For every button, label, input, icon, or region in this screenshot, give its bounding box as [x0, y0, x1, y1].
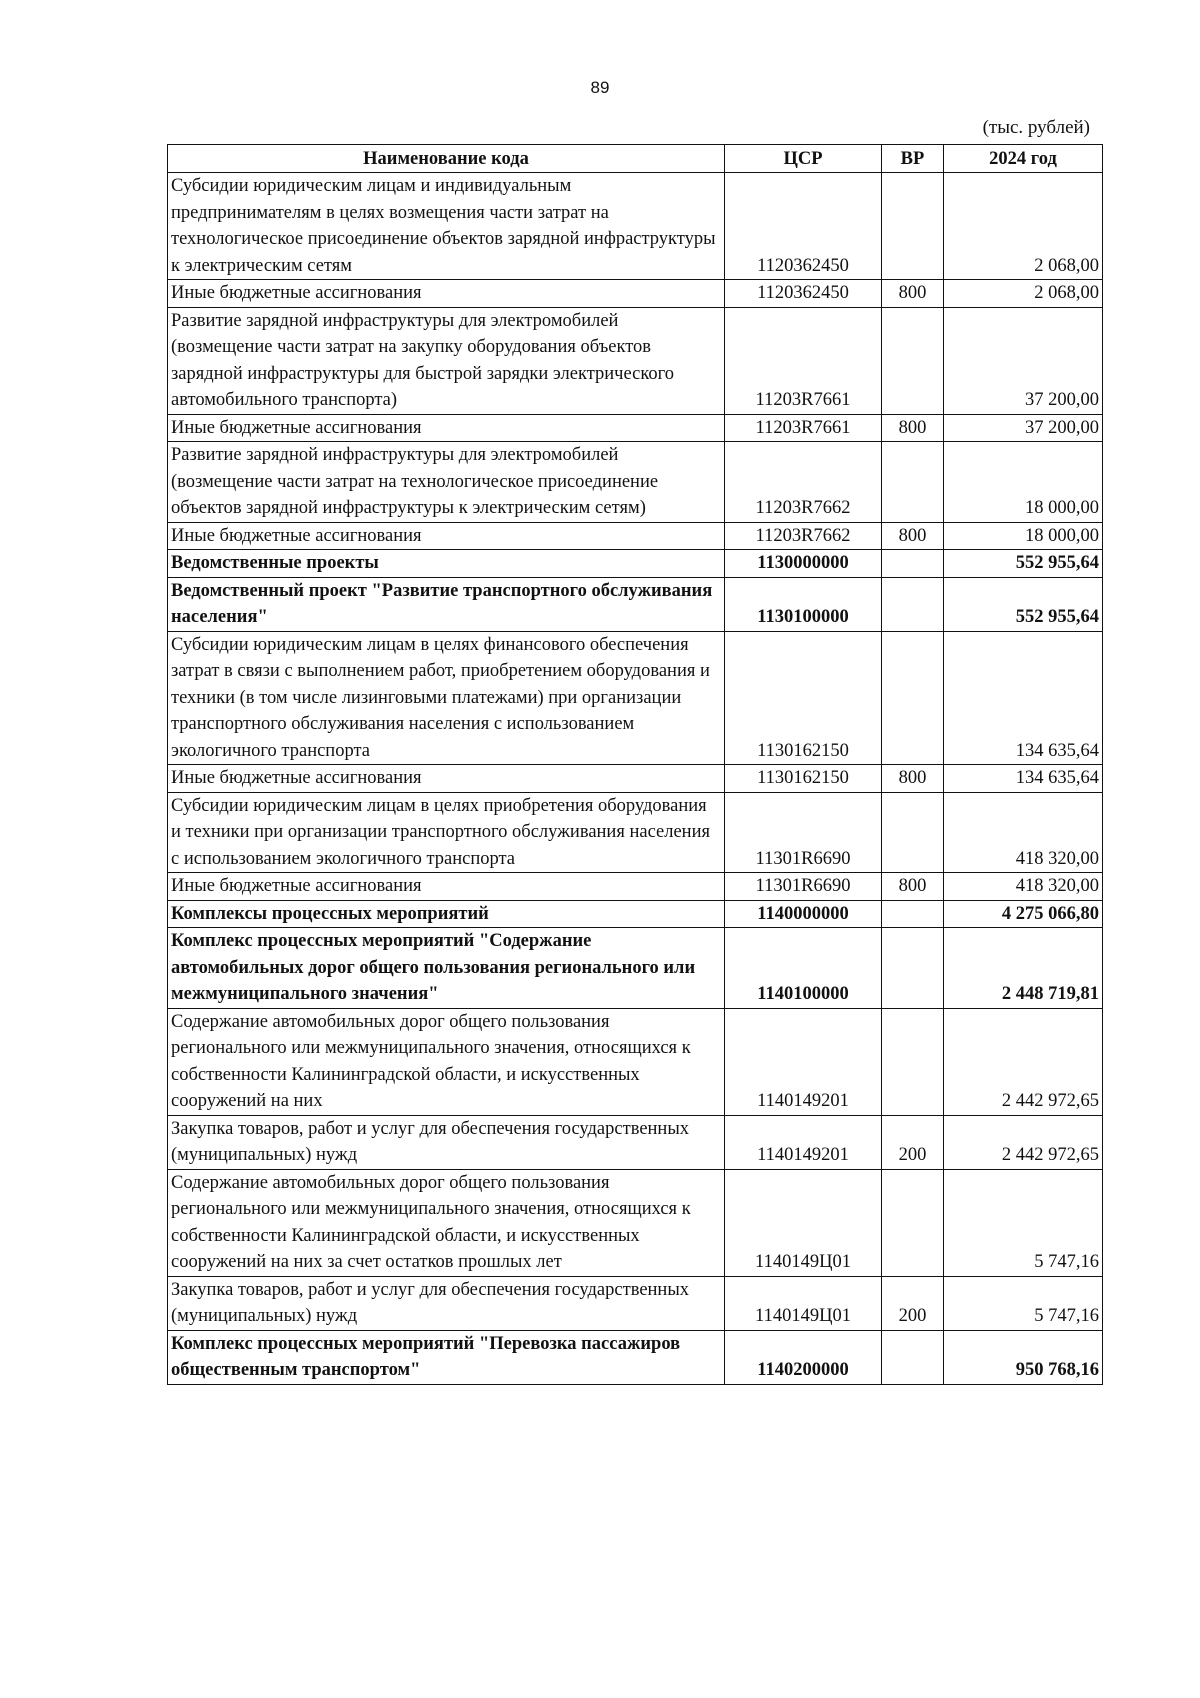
row-name: Развитие зарядной инфраструктуры для электромобилей (возмещение части затрат на технологическое присоединение объектов зарядной инфраструктуры к электрическим сетям) — [168, 442, 725, 523]
header-name: Наименование кода — [168, 145, 725, 173]
row-sum: 418 320,00 — [944, 792, 1103, 873]
row-sum: 2 068,00 — [944, 173, 1103, 280]
row-csr: 11203R7661 — [725, 414, 882, 442]
header-csr: ЦСР — [725, 145, 882, 173]
row-vr — [882, 173, 944, 280]
row-vr — [882, 928, 944, 1009]
row-vr: 800 — [882, 414, 944, 442]
row-csr: 1140149Ц01 — [725, 1169, 882, 1276]
row-sum: 5 747,16 — [944, 1276, 1103, 1330]
row-sum: 5 747,16 — [944, 1169, 1103, 1276]
row-sum: 18 000,00 — [944, 442, 1103, 523]
budget-table — [167, 144, 1103, 1385]
table-row-bold — [168, 550, 1103, 578]
row-csr: 1130000000 — [725, 550, 882, 578]
table-row — [168, 765, 1103, 793]
unit-label: (тыс. рублей) — [982, 117, 1090, 138]
table-row — [168, 1008, 1103, 1115]
header-year: 2024 год — [944, 145, 1103, 173]
row-vr — [882, 1008, 944, 1115]
row-vr: 800 — [882, 765, 944, 793]
row-sum: 4 275 066,80 — [944, 900, 1103, 928]
table-row-bold — [168, 900, 1103, 928]
row-sum: 18 000,00 — [944, 522, 1103, 550]
table-row-bold — [168, 928, 1103, 1009]
table-row — [168, 1169, 1103, 1276]
row-name: Субсидии юридическим лицам в целях финансового обеспечения затрат в связи с выполнением работ, приобретением оборудования и техники (в том числе лизинговыми платежами) при организации транспортного обслуживания населения с использованием экологичного транспорта — [168, 631, 725, 765]
row-vr: 200 — [882, 1276, 944, 1330]
table-row — [168, 280, 1103, 308]
table-row — [168, 1276, 1103, 1330]
row-sum: 37 200,00 — [944, 414, 1103, 442]
row-name: Комплексы процессных мероприятий — [168, 900, 725, 928]
row-csr: 1120362450 — [725, 280, 882, 308]
row-sum: 552 955,64 — [944, 577, 1103, 631]
row-sum: 134 635,64 — [944, 765, 1103, 793]
table-row — [168, 873, 1103, 901]
row-csr: 1130162150 — [725, 765, 882, 793]
table-row — [168, 307, 1103, 414]
row-name: Ведомственные проекты — [168, 550, 725, 578]
row-sum: 2 442 972,65 — [944, 1008, 1103, 1115]
row-csr: 11203R7661 — [725, 307, 882, 414]
row-name: Развитие зарядной инфраструктуры для электромобилей (возмещение части затрат на закупку оборудования объектов зарядной инфраструктуры для быстрой зарядки электрического автомобильного транспорта) — [168, 307, 725, 414]
row-vr — [882, 550, 944, 578]
table-row — [168, 1115, 1103, 1169]
table-row — [168, 792, 1103, 873]
table-row — [168, 414, 1103, 442]
row-name: Иные бюджетные ассигнования — [168, 765, 725, 793]
row-name: Закупка товаров, работ и услуг для обеспечения государственных (муниципальных) нужд — [168, 1115, 725, 1169]
row-name: Содержание автомобильных дорог общего пользования регионального или межмуниципального значения, относящихся к собственности Калининградской области, и искусственных сооружений на них за счет остатков прошлых лет — [168, 1169, 725, 1276]
row-name: Иные бюджетные ассигнования — [168, 873, 725, 901]
row-sum: 2 448 719,81 — [944, 928, 1103, 1009]
row-vr: 800 — [882, 522, 944, 550]
row-vr: 200 — [882, 1115, 944, 1169]
row-csr: 1130100000 — [725, 577, 882, 631]
row-vr — [882, 631, 944, 765]
table-header-row — [168, 145, 1103, 173]
table-row-bold — [168, 577, 1103, 631]
table-row — [168, 631, 1103, 765]
row-vr — [882, 900, 944, 928]
row-csr: 1120362450 — [725, 173, 882, 280]
row-vr — [882, 1169, 944, 1276]
row-sum: 134 635,64 — [944, 631, 1103, 765]
row-name: Комплекс процессных мероприятий "Перевозка пассажиров общественным транспортом" — [168, 1330, 725, 1384]
row-name: Ведомственный проект "Развитие транспортного обслуживания населения" — [168, 577, 725, 631]
row-sum: 552 955,64 — [944, 550, 1103, 578]
row-csr: 11301R6690 — [725, 873, 882, 901]
row-csr: 1140149201 — [725, 1115, 882, 1169]
row-vr — [882, 577, 944, 631]
row-vr — [882, 792, 944, 873]
row-csr: 1140000000 — [725, 900, 882, 928]
row-vr: 800 — [882, 280, 944, 308]
row-csr: 11301R6690 — [725, 792, 882, 873]
row-name: Иные бюджетные ассигнования — [168, 522, 725, 550]
table-row — [168, 522, 1103, 550]
row-csr: 11203R7662 — [725, 522, 882, 550]
row-name: Субсидии юридическим лицам и индивидуальным предпринимателям в целях возмещения части затрат на технологическое присоединение объектов зарядной инфраструктуры к электрическим сетям — [168, 173, 725, 280]
table-row-bold — [168, 1330, 1103, 1384]
row-vr: 800 — [882, 873, 944, 901]
row-name: Иные бюджетные ассигнования — [168, 414, 725, 442]
table-row — [168, 173, 1103, 280]
row-csr: 1140149201 — [725, 1008, 882, 1115]
page-number: 89 — [590, 78, 610, 97]
row-sum: 2 442 972,65 — [944, 1115, 1103, 1169]
header-vr: ВР — [882, 145, 944, 173]
row-csr: 1130162150 — [725, 631, 882, 765]
row-name: Содержание автомобильных дорог общего пользования регионального или межмуниципального значения, относящихся к собственности Калининградской области, и искусственных сооружений на них — [168, 1008, 725, 1115]
table-row — [168, 442, 1103, 523]
row-vr — [882, 442, 944, 523]
row-vr — [882, 307, 944, 414]
row-sum: 418 320,00 — [944, 873, 1103, 901]
row-csr: 11203R7662 — [725, 442, 882, 523]
row-csr: 1140200000 — [725, 1330, 882, 1384]
row-sum: 950 768,16 — [944, 1330, 1103, 1384]
row-csr: 1140149Ц01 — [725, 1276, 882, 1330]
row-csr: 1140100000 — [725, 928, 882, 1009]
row-sum: 2 068,00 — [944, 280, 1103, 308]
row-name: Субсидии юридическим лицам в целях приобретения оборудования и техники при организации транспортного обслуживания населения с использованием экологичного транспорта — [168, 792, 725, 873]
row-name: Комплекс процессных мероприятий "Содержание автомобильных дорог общего пользования регионального или межмуниципального значения" — [168, 928, 725, 1009]
row-sum: 37 200,00 — [944, 307, 1103, 414]
row-vr — [882, 1330, 944, 1384]
row-name: Закупка товаров, работ и услуг для обеспечения государственных (муниципальных) нужд — [168, 1276, 725, 1330]
row-name: Иные бюджетные ассигнования — [168, 280, 725, 308]
